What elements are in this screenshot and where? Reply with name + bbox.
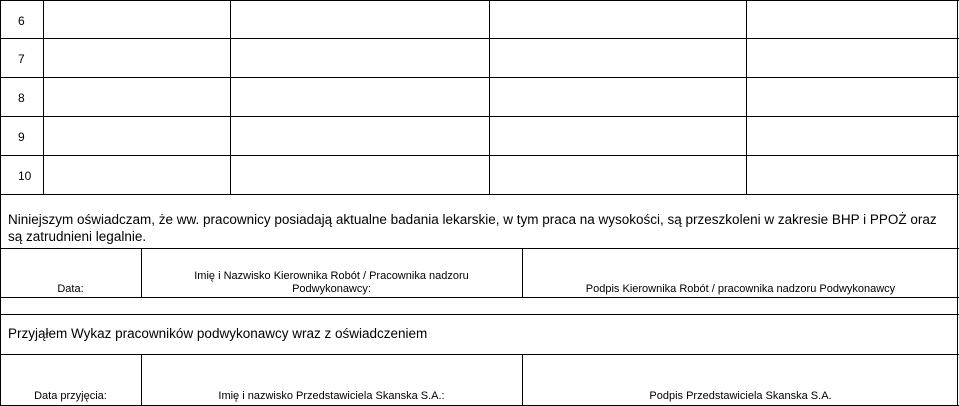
date-label: Data: <box>57 283 84 295</box>
column-divider <box>746 0 747 195</box>
row-divider <box>0 38 959 39</box>
representative-signature-label: Podpis Przedstawiciela Skanska S.A. <box>649 390 832 402</box>
manager-name-label <box>141 270 522 296</box>
section-divider <box>0 314 959 315</box>
manager-name-label-line2: Podwykonawcy: <box>292 283 371 295</box>
row-divider <box>0 194 959 195</box>
row-divider <box>0 77 959 78</box>
row-number: 10 <box>18 169 32 183</box>
representative-name-label: Imię i nazwisko Przedstawiciela Skanska S.A.: <box>218 390 445 402</box>
row-divider <box>0 155 959 156</box>
column-divider <box>230 0 231 195</box>
declaration-text: Niniejszym oświadczam, że ww. pracownicy posiadają aktualne badania lekarskie, w tym praca na wysokości, są przeszkoleni w zakresie BHP i PPOŻ oraz są zatrudnieni legalnie. <box>8 212 937 244</box>
section-divider <box>0 297 959 298</box>
table-left-border <box>0 0 1 406</box>
row-number: 6 <box>18 14 25 28</box>
column-divider <box>489 0 490 195</box>
column-divider <box>43 0 44 195</box>
acceptance-date-label: Data przyjęcia: <box>34 390 107 402</box>
row-divider <box>0 116 959 117</box>
row-number: 7 <box>18 52 25 66</box>
acceptance-statement: Przyjąłem Wykaz pracowników podwykonawcy wraz z oświadczeniem <box>8 326 428 341</box>
table-top-border <box>0 0 959 1</box>
section-divider <box>0 354 959 355</box>
table-right-border <box>957 0 958 406</box>
row-number: 8 <box>18 91 25 105</box>
section-divider <box>0 248 959 249</box>
manager-signature-label: Podpis Kierownika Robót / pracownika nadzoru Podwykonawcy <box>585 283 896 295</box>
row-number: 9 <box>18 130 25 144</box>
manager-name-label-line1: Imię i Nazwisko Kierownika Robót / Pracownika nadzoru <box>194 270 469 282</box>
